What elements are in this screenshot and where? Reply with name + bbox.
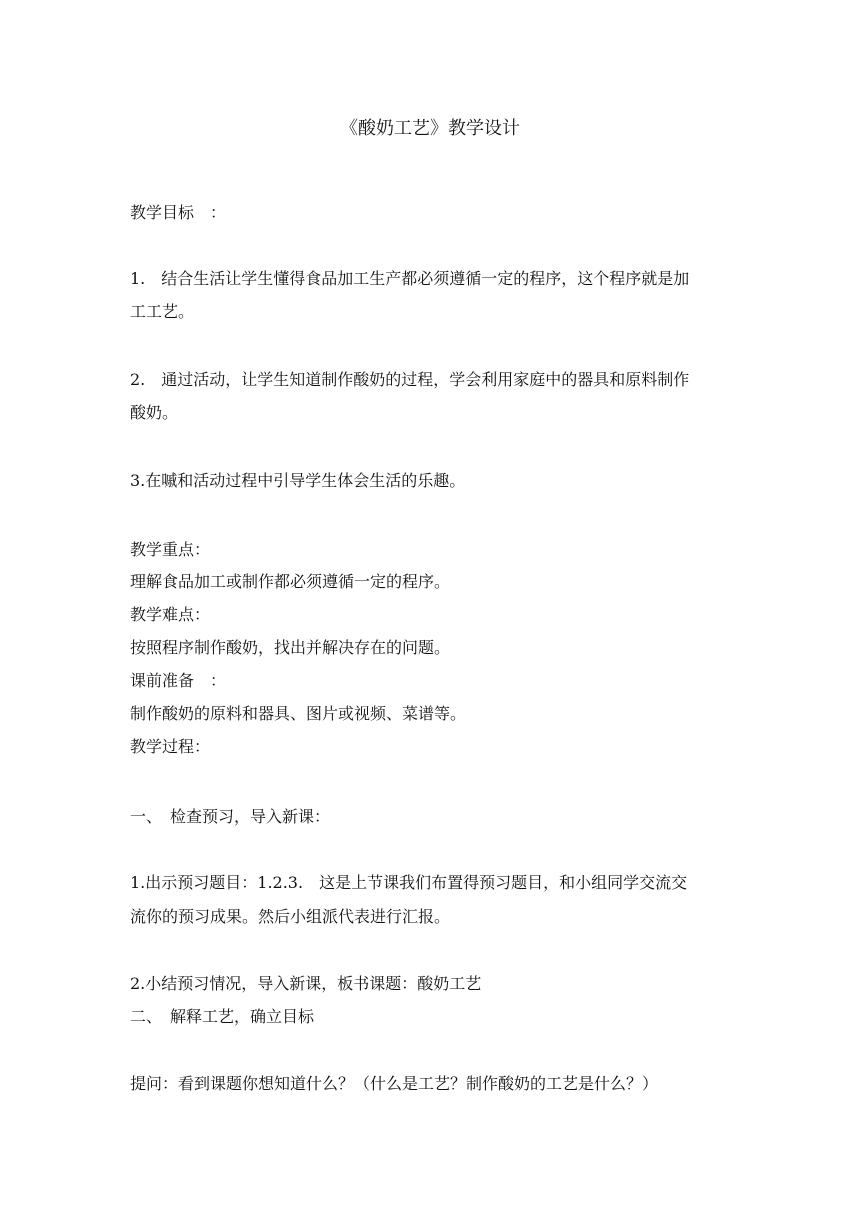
difficulties-text: 按照程序制作酸奶，找出并解决存在的问题。 [130, 638, 451, 657]
step-2: 2.小结预习情况，导入新课，板书课题：酸奶工艺 [130, 974, 482, 993]
document-title: 《酸奶工艺》教学设计 [340, 118, 520, 139]
step-1-line-1: 1.出示预习题目：1.2.3. 这是上节课我们布置得预习题目，和小组同学交流交 [130, 873, 688, 892]
key-points-text: 理解食品加工或制作都必须遵循一定的程序。 [130, 572, 451, 591]
question-text: 提问：看到课题你想知道什么？（什么是工艺？制作酸奶的工艺是什么？） [130, 1074, 659, 1093]
objective-1-line-2: 工工艺。 [130, 302, 195, 321]
process-heading: 教学过程： [130, 737, 211, 756]
preparation-heading: 课前准备 ： [130, 671, 227, 690]
objective-3: 3.在嘁和活动过程中引导学生体会生活的乐趣。 [130, 471, 466, 490]
preparation-text: 制作酸奶的原料和器具、图片或视频、菜谱等。 [130, 704, 467, 723]
objective-2-line-2: 酸奶。 [130, 403, 179, 422]
step-1-line-2: 流你的预习成果。然后小组派代表进行汇报。 [130, 907, 451, 926]
objective-1-line-1: 1. 结合生活让学生懂得食品加工生产都必须遵循一定的程序，这个程序就是加 [130, 269, 690, 288]
objective-2-line-1: 2. 通过活动，让学生知道制作酸奶的过程，学会利用家庭中的器具和原料制作 [130, 370, 690, 389]
section-1-heading: 一、 检查预习，导入新课： [130, 807, 331, 826]
key-points-heading: 教学重点： [130, 540, 211, 559]
teaching-objectives-heading: 教学目标 ： [130, 203, 227, 222]
difficulties-heading: 教学难点： [130, 605, 211, 624]
section-2-heading: 二、 解释工艺，确立目标 [130, 1007, 315, 1026]
